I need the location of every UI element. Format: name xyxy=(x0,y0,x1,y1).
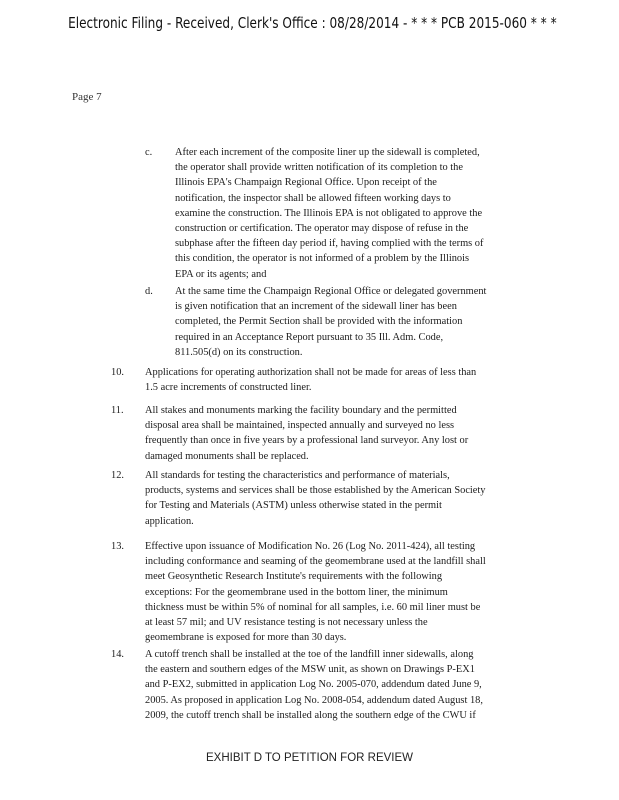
condition-number: 11. xyxy=(111,405,124,416)
sub-item-text: At the same time the Champaign Regional Office or delegated government is given notification that an increment of the sidewall liner has been completed, the Permit Section shall be provided with the information required in an Acceptance Report pursuant to 35 Ill. Adm. Code, 811.505(d) on its construction. xyxy=(175,286,487,358)
condition-number: 12. xyxy=(111,470,124,481)
sub-item-label: d. xyxy=(145,286,153,297)
condition-text: A cutoff trench shall be installed at the toe of the landfill inner sidewalls, along the eastern and southern edges of the MSW unit, as shown on Drawings P-EX1 and P-EX2, submitted in application Log No. 2005-070, addendum dated June 9, 2005. As proposed in application Log No. 2008-054, addendum dated August 18, 2009, the cutoff trench shall be installed along the southern edge of the CWU if xyxy=(145,649,483,721)
condition-text: Applications for operating authorization shall not be made for areas of less than 1.5 acre increments of constructed liner. xyxy=(145,367,477,394)
condition-text: All stakes and monuments marking the facility boundary and the permitted disposal area shall be maintained, inspected annually and surveyed no less frequently than once in five years by a professional land surveyor. Any lost or damaged monuments shall be replaced. xyxy=(145,405,469,462)
condition-text: All standards for testing the characteristics and performance of materials, products, systems and services shall be those established by the American Society for Testing and Materials (ASTM) unless otherwise stated in the permit application. xyxy=(145,470,486,527)
sub-item-label: c. xyxy=(145,147,153,158)
exhibit-footer: EXHIBIT D TO PETITION FOR REVIEW xyxy=(205,752,414,764)
condition-number: 14. xyxy=(111,649,124,660)
condition-number: 13. xyxy=(111,541,124,552)
condition-text: Effective upon issuance of Modification No. 26 (Log No. 2011-424), all testing including conformance and seaming of the geomembrane used at the landfill shall meet Geosynthetic Research Institute's requirements with the following exceptions: For the geomembrane used in the bottom liner, the minimum thickness must be within 5% of nominal for all samples, i.e. 60 mil liner must be at least 57 mil; and UV resistance testing is not necessary unless the geomembrane is exposed for more than 30 days. xyxy=(145,541,486,644)
condition-number: 10. xyxy=(111,367,124,378)
page-label: Page 7 xyxy=(72,91,102,103)
sub-item-text: After each increment of the composite liner up the sidewall is completed, the operator shall provide written notification of its completion to the Illinois EPA's Champaign Regional Office. Upon receipt of the notification, the inspector shall be allowed fifteen working days to examine the construction. The Illinois EPA is not obligated to approve the construction or certification. The operator may dispose of refuse in the subphase after the fifteen day period if, having complied with the terms of this condition, the operator is not informed of a problem by the Illinois EPA or its agents; and xyxy=(175,147,484,280)
electronic-filing-header: Electronic Filing - Received, Clerk's Office : 08/28/2014 - * * * PCB 2015-060 * * * xyxy=(68,14,557,32)
